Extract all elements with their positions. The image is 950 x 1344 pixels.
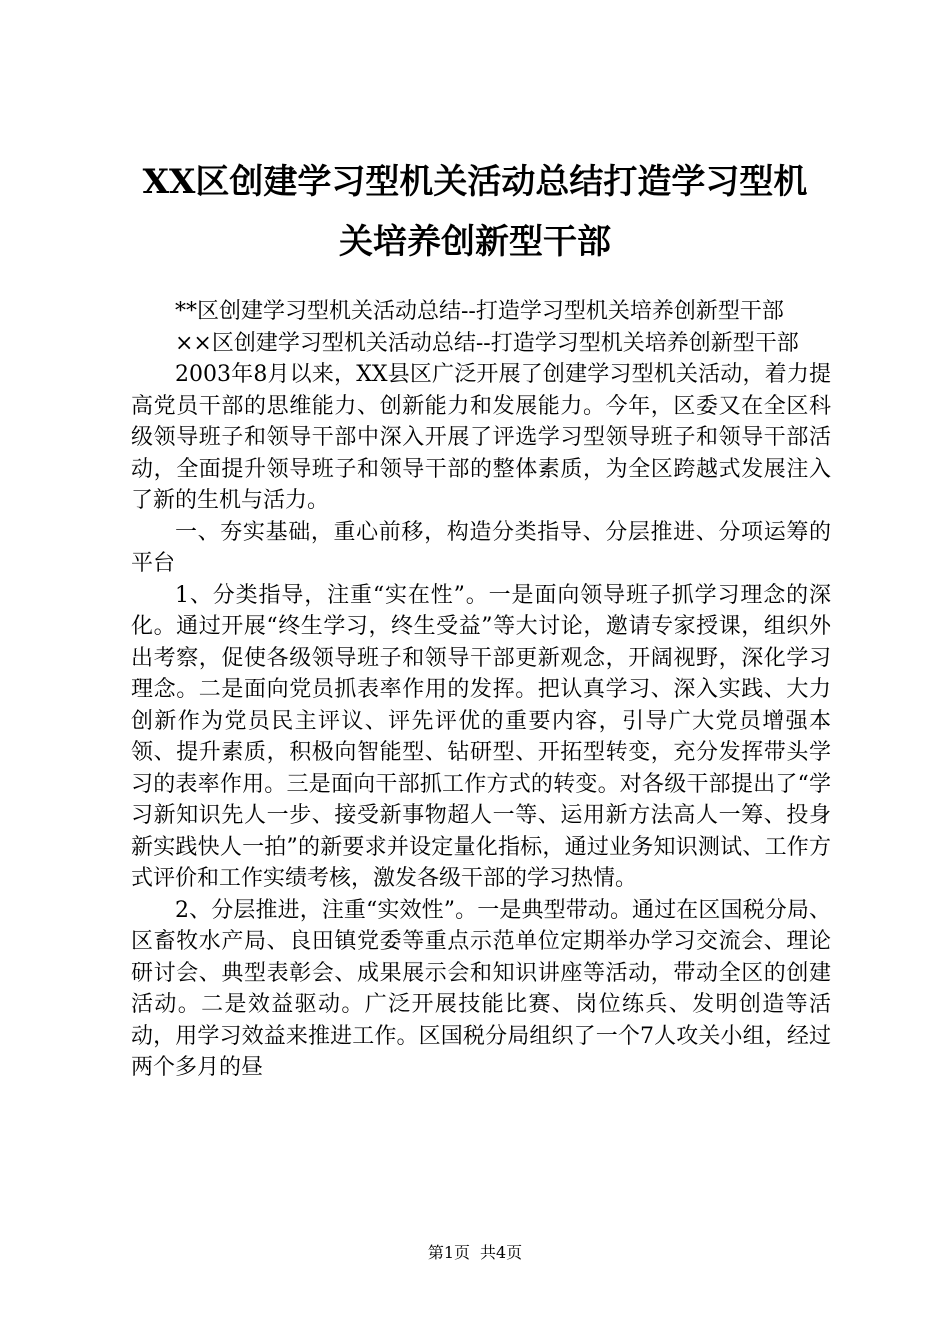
subtitle-paragraph-alt: ××区创建学习型机关活动总结--打造学习型机关培养创新型干部 <box>175 330 799 356</box>
body-paragraph: 1、分类指导，注重“实在性”。一是面向领导班子抓学习理念的深化。通过开展“终生学习，终生受益”等大讨论，邀请专家授课，组织外出考察，促使各级领导班子和领导干部更新观念，开阔视野，深化学习理念。二是面向党员抓表率作用的发挥。把认真学习、深入实践、大力创新作为党员民主评议、评先评优的重要内容，引导广大党员增强本领、提升素质，积极向智能型、钻研型、开拓型转变，充分发挥带头学习的表率作用。三是面向干部抓工作方式的转变。对各级干部提出了“学习新知识先人一步、接受新事物超人一等、运用新方法高人一筹、投身新实践快人一拍”的新要求并设定量化指标，通过业务知识测试、工作方式评价和工作实绩考核，激发各级干部的学习热情。 <box>131 582 831 891</box>
subtitle-paragraph: **区创建学习型机关活动总结--打造学习型机关培养创新型干部 <box>175 299 784 324</box>
page-footer <box>0 1242 950 1264</box>
section-heading: 一、夯实基础，重心前移，构造分类指导、分层推进、分项运筹的平台 <box>131 519 831 576</box>
document-title-line-2: 关培养创新型干部 <box>339 222 611 262</box>
document-title-line-1: XX区创建学习型机关活动总结打造学习型机 <box>142 162 808 202</box>
page-number: 第1页 <box>427 1243 470 1262</box>
body-paragraph: 2、分层推进，注重“实效性”。一是典型带动。通过在区国税分局、区畜牧水产局、良田镇党委等重点示范单位定期举办学习交流会、理论研讨会、典型表彰会、成果展示会和知识讲座等活动，带动全区的创建活动。二是效益驱动。广泛开展技能比赛、岗位练兵、发明创造等活动，用学习效益来推进工作。区国税分局组织了一个7人攻关小组，经过两个多月的昼 <box>131 897 831 1080</box>
body-paragraph: 2003年8月以来，XX县区广泛开展了创建学习型机关活动，着力提高党员干部的思维能力、创新能力和发展能力。今年，区委又在全区科级领导班子和领导干部中深入开展了评选学习型领导班子和领导干部活动，全面提升领导班子和领导干部的整体素质，为全区跨越式发展注入了新的生机与活力。 <box>131 362 831 513</box>
document-body <box>131 296 831 1084</box>
page-total: 共4页 <box>480 1243 523 1262</box>
